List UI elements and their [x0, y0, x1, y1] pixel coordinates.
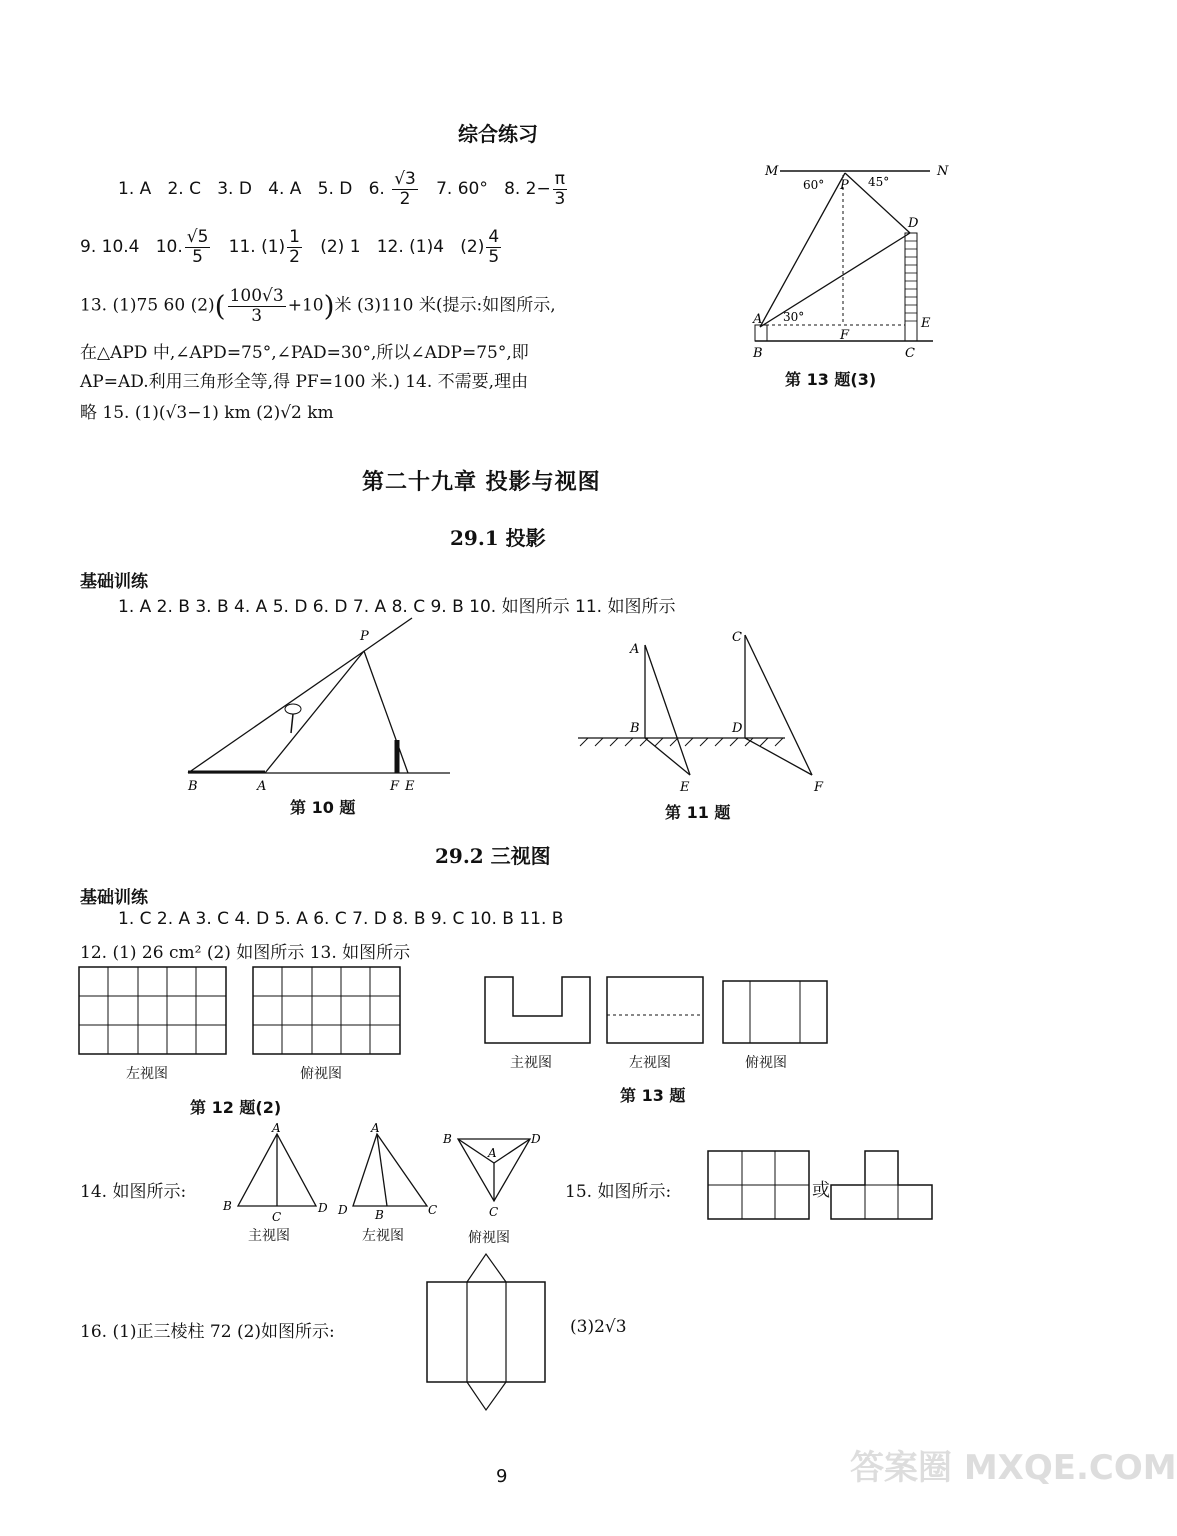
prism-net-diagram [425, 1252, 550, 1412]
figure-11-diagram [570, 625, 840, 795]
figure-10-diagram [180, 618, 460, 798]
angle-45: 45° [868, 175, 890, 189]
left-view-label: 左视图 [126, 1066, 168, 1082]
page-number: 9 [496, 1466, 508, 1487]
review-answers-line3: 13. (1)75 60 (2)( $\frac{100√3}{3}$ +10)米 (3)110 米(提示:如图所示, [80, 286, 556, 326]
review-answers-line2: 9. 10.4 10. $\frac{√5}{5}$ 11. (1) $\frac{1}{2}$ (2) 1 12. (1)4 (2) $\frac{4}{5}$ [80, 227, 500, 267]
label-A: A [257, 779, 267, 794]
label-P: P [360, 629, 369, 644]
top-view-rect [722, 980, 830, 1046]
label-C: C [428, 1203, 438, 1217]
label-M: M [765, 164, 779, 179]
label-D: D [318, 1201, 328, 1215]
figure-13-caption: 第 13 题 [620, 1086, 686, 1105]
section-title-29-2: 29.2 三视图 [435, 844, 551, 868]
label-B: B [188, 779, 198, 794]
figure-10-caption: 第 10 题 [290, 798, 356, 817]
label-P: P [840, 178, 849, 193]
watermark-logo: 答案圈 MXQE.COM [850, 1448, 1177, 1488]
figure-12-caption: 第 12 题(2) [190, 1098, 282, 1117]
question-14-label: 14. 如图所示: [80, 1182, 187, 1202]
subsection-basic-training-1: 基础训练 [80, 572, 148, 592]
answers-29-1: 1. A 2. B 3. B 4. A 5. D 6. D 7. A 8. C 9. B 10. 如图所示 11. 如图所示 [118, 597, 676, 617]
label-A: A [272, 1121, 281, 1135]
answers-12-13: 12. (1) 26 cm² (2) 如图所示 13. 如图所示 [80, 943, 411, 963]
front-view-label-13: 主视图 [510, 1055, 552, 1071]
label-D: D [338, 1203, 348, 1217]
question-15-label: 15. 如图所示: [565, 1182, 672, 1202]
grid-left-view [78, 966, 228, 1056]
label-B: B [443, 1132, 452, 1146]
label-A: A [488, 1146, 497, 1160]
angle-30: 30° [783, 310, 805, 324]
figure-11-caption: 第 11 题 [665, 803, 731, 822]
label-D: D [531, 1132, 541, 1146]
top-view-triangle [440, 1125, 550, 1220]
label-F: F [840, 328, 850, 343]
answers-29-2: 1. C 2. A 3. C 4. D 5. A 6. C 7. D 8. B 9. C 10. B 11. B [118, 909, 564, 929]
figure-13-3-caption: 第 13 题(3) [785, 370, 877, 389]
label-C: C [489, 1205, 499, 1219]
label-B: B [375, 1208, 384, 1222]
label-F: F [390, 779, 400, 794]
left-view-label-14: 左视图 [362, 1228, 404, 1244]
label-B: B [223, 1199, 232, 1213]
question-16-part3: (3)2√3 [570, 1317, 627, 1337]
grid-option-2 [830, 1150, 935, 1222]
review-answers-line5: AP=AD.利用三角形全等,得 PF=100 米.) 14. 不需要,理由 [80, 372, 529, 392]
subsection-basic-training-2: 基础训练 [80, 888, 148, 908]
review-answers-line6: 略 15. (1)(√3−1) km (2)√2 km [80, 403, 334, 423]
label-N: N [937, 164, 949, 179]
figure-13-3-diagram [755, 155, 955, 365]
left-view-triangle [335, 1121, 450, 1222]
or-label: 或 [812, 1180, 830, 1201]
label-F: F [814, 780, 824, 795]
label-D: D [732, 721, 743, 736]
front-view-u-shape [484, 976, 594, 1046]
label-C: C [732, 630, 742, 645]
label-C: C [905, 346, 915, 361]
left-view-rect [606, 976, 706, 1046]
label-A: A [753, 312, 763, 327]
top-view-label-12: 俯视图 [300, 1066, 342, 1082]
top-view-label-13: 俯视图 [745, 1055, 787, 1071]
review-answers-line1: 1. A 2. C 3. D 4. A 5. D 6. $\frac{√3}{2}$ 7. 60° 8. 2− $\frac{\pi}{3}$ [118, 169, 566, 209]
angle-60: 60° [803, 178, 825, 192]
top-view-label-14: 俯视图 [468, 1230, 510, 1246]
grid-option-1 [707, 1150, 812, 1222]
label-B: B [753, 346, 763, 361]
front-view-triangle [220, 1121, 335, 1224]
question-16-label: 16. (1)正三棱柱 72 (2)如图所示: [80, 1322, 335, 1342]
label-E: E [405, 779, 415, 794]
left-view-label-13: 左视图 [629, 1055, 671, 1071]
label-A: A [371, 1121, 380, 1135]
section-title-review: 综合练习 [458, 122, 538, 146]
review-answers-line4: 在△APD 中,∠APD=75°,∠PAD=30°,所以∠ADP=75°,即 [80, 343, 529, 363]
grid-top-view [252, 966, 402, 1056]
label-A: A [630, 642, 640, 657]
label-E: E [921, 316, 931, 331]
label-B: B [630, 721, 640, 736]
label-D: D [908, 216, 919, 231]
section-title-29-1: 29.1 投影 [450, 526, 546, 550]
label-E: E [680, 780, 690, 795]
label-C: C [272, 1210, 282, 1224]
front-view-label-14: 主视图 [248, 1228, 290, 1244]
chapter-title: 第二十九章 投影与视图 [362, 470, 601, 495]
